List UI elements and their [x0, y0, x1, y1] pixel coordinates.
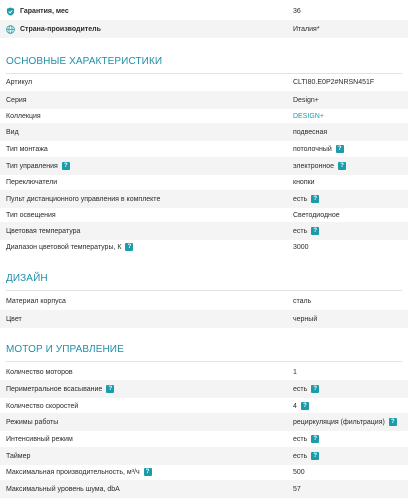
spec-row-article: Артикул CLTI80.E0P2#NRSN451F — [6, 78, 375, 86]
spec-row-collection: Коллекция DESIGN+ — [6, 112, 324, 120]
section-title-motor: МОТОР И УПРАВЛЕНИЕ — [6, 344, 124, 355]
country-label: Страна-производитель — [20, 25, 101, 33]
help-icon[interactable]: ? — [311, 385, 319, 393]
spec-row-lighting: Тип освещения Светодиодное — [6, 211, 340, 219]
shield-check-icon — [6, 7, 15, 16]
help-icon[interactable]: ? — [106, 385, 114, 393]
spec-row-remote: Пульт дистанционного управления в комплекте есть ? — [0, 190, 408, 208]
help-icon[interactable]: ? — [311, 227, 319, 235]
spec-row-capacity: Максимальная производительность, м³/ч ? 500 — [6, 468, 305, 476]
warranty-value: 36 — [293, 7, 301, 15]
spec-row-type: Вид подвесная — [0, 123, 408, 141]
spec-row-colortemp: Цветовая температура есть ? — [0, 222, 408, 240]
spec-row-control: Тип управления ? электронное ? — [0, 157, 408, 175]
help-icon[interactable]: ? — [125, 243, 133, 251]
spec-row-intensive: Интенсивный режим есть ? — [0, 430, 408, 448]
help-icon[interactable]: ? — [301, 402, 309, 410]
help-icon[interactable]: ? — [389, 418, 397, 426]
collection-link[interactable]: DESIGN+ — [293, 112, 324, 120]
spec-row-material: Материал корпуса сталь — [6, 297, 312, 305]
spec-row-series: Серия Design+ — [0, 91, 408, 109]
help-icon[interactable]: ? — [62, 162, 70, 170]
spec-row-speeds: Количество скоростей 4 ? — [0, 397, 408, 415]
spec-row-perimeter: Периметральное всасывание ? есть ? — [0, 380, 408, 398]
warranty-label: Гарантия, мес — [20, 7, 69, 15]
country-value: Италия* — [293, 25, 320, 33]
help-icon[interactable]: ? — [336, 145, 344, 153]
spec-row-country — [0, 20, 408, 38]
spec-row-color: Цвет черный — [0, 310, 408, 328]
spec-row-noise: Максимальный уровень шума, dbA 57 — [0, 480, 408, 498]
help-icon[interactable]: ? — [338, 162, 346, 170]
spec-row-mount: Тип монтажа потолочный ? — [0, 140, 408, 158]
help-icon[interactable]: ? — [144, 468, 152, 476]
help-icon[interactable]: ? — [311, 435, 319, 443]
globe-icon — [6, 25, 15, 34]
help-icon[interactable]: ? — [311, 452, 319, 460]
spec-row-motors: Количество моторов 1 — [6, 368, 297, 376]
spec-row-colortemp-range: Диапазон цветовой температуры, К ? 3000 — [6, 243, 309, 251]
help-icon[interactable]: ? — [311, 195, 319, 203]
spec-row-switches: Переключатели кнопки — [6, 178, 315, 186]
spec-row-modes: Режимы работы рециркуляция (фильтрация) ? — [0, 413, 408, 431]
divider — [6, 290, 402, 291]
section-title-main: ОСНОВНЫЕ ХАРАКТЕРИСТИКИ — [6, 56, 163, 67]
divider — [6, 361, 402, 362]
spec-row-warranty — [0, 2, 408, 20]
section-title-design: ДИЗАЙН — [6, 273, 48, 284]
spec-row-timer: Таймер есть ? — [0, 447, 408, 465]
